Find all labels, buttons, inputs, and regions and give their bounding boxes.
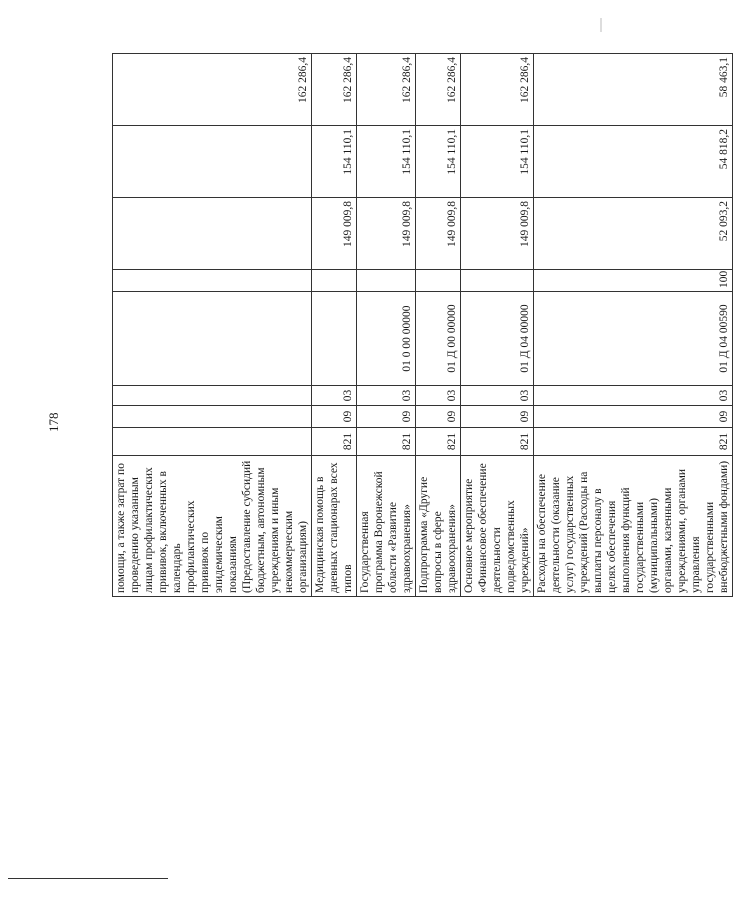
row-name: Расходы на обеспечение деятельности (оказание услуг) государственных учреждений (Расходы на выплаты персоналу в целях обеспечения выполнения функций государственными (муниципальными) органами, казенными учреждениями, органами управления государственными внебюджетными фондами) (534, 456, 733, 597)
row-amount-year1: 149 009,8 (416, 198, 461, 270)
row-amount-year1: 149 009,8 (357, 198, 416, 270)
table-row (312, 54, 357, 597)
row-subsection: 03 (534, 386, 733, 406)
row-expense-type (357, 270, 416, 292)
row-amount-year2 (113, 126, 312, 198)
row-section: 09 (357, 406, 416, 428)
row-amount-year2: 154 110,1 (461, 126, 534, 198)
row-amount-year1: 149 009,8 (461, 198, 534, 270)
page-number: 178 (46, 412, 61, 432)
row-expense-type (312, 270, 357, 292)
row-name: Государственная программа Воронежской области «Развитие здравоохранения» (357, 456, 416, 597)
row-grbs (113, 428, 312, 456)
table-row (461, 54, 534, 597)
budget-table-rotated (112, 53, 733, 597)
row-amount-year3: 162 286,4 (113, 54, 312, 126)
row-amount-year2: 154 110,1 (312, 126, 357, 198)
row-amount-year3: 58 463,1 (534, 54, 733, 126)
row-target-article (113, 292, 312, 386)
scan-mark (600, 18, 602, 32)
row-section: 09 (534, 406, 733, 428)
row-amount-year2: 54 818,2 (534, 126, 733, 198)
row-section: 09 (416, 406, 461, 428)
row-grbs: 821 (312, 428, 357, 456)
row-name: помощи, а также затрат по проведению указанным лицам профилактических прививок, включенных в календарь профилактических прививок по эпидемическим показаниям (Предоставление субсидий бюджетным, автономным учреждениям и иным некоммерческим организациям) (113, 456, 312, 597)
row-target-article (312, 292, 357, 386)
row-subsection: 03 (416, 386, 461, 406)
row-amount-year3: 162 286,4 (461, 54, 534, 126)
row-subsection: 03 (357, 386, 416, 406)
row-amount-year2: 154 110,1 (357, 126, 416, 198)
table-row (113, 54, 312, 597)
row-grbs: 821 (357, 428, 416, 456)
table-body (113, 54, 733, 597)
row-section (113, 406, 312, 428)
row-target-article: 01 Д 04 00590 (534, 292, 733, 386)
row-section: 09 (461, 406, 534, 428)
row-subsection: 03 (312, 386, 357, 406)
row-target-article: 01 0 00 00000 (357, 292, 416, 386)
row-expense-type (461, 270, 534, 292)
row-target-article: 01 Д 00 00000 (416, 292, 461, 386)
row-amount-year1: 52 093,2 (534, 198, 733, 270)
row-amount-year1 (113, 198, 312, 270)
row-subsection: 03 (461, 386, 534, 406)
row-grbs: 821 (461, 428, 534, 456)
row-expense-type (113, 270, 312, 292)
budget-table (112, 53, 733, 597)
row-amount-year2: 154 110,1 (416, 126, 461, 198)
row-expense-type: 100 (534, 270, 733, 292)
row-grbs: 821 (416, 428, 461, 456)
row-target-article: 01 Д 04 00000 (461, 292, 534, 386)
table-row (534, 54, 733, 597)
row-grbs: 821 (534, 428, 733, 456)
row-amount-year3: 162 286,4 (357, 54, 416, 126)
row-name: Подпрограмма «Другие вопросы в сфере здравоохранения» (416, 456, 461, 597)
row-expense-type (416, 270, 461, 292)
row-name: Медицинская помощь в дневных стационарах всех типов (312, 456, 357, 597)
row-section: 09 (312, 406, 357, 428)
row-name: Основное мероприятие «Финансовое обеспечение деятельности подведомственных учреждений» (461, 456, 534, 597)
row-subsection (113, 386, 312, 406)
table-row (416, 54, 461, 597)
row-amount-year3: 162 286,4 (416, 54, 461, 126)
footnote-separator (8, 878, 168, 879)
table-row (357, 54, 416, 597)
row-amount-year1: 149 009,8 (312, 198, 357, 270)
row-amount-year3: 162 286,4 (312, 54, 357, 126)
